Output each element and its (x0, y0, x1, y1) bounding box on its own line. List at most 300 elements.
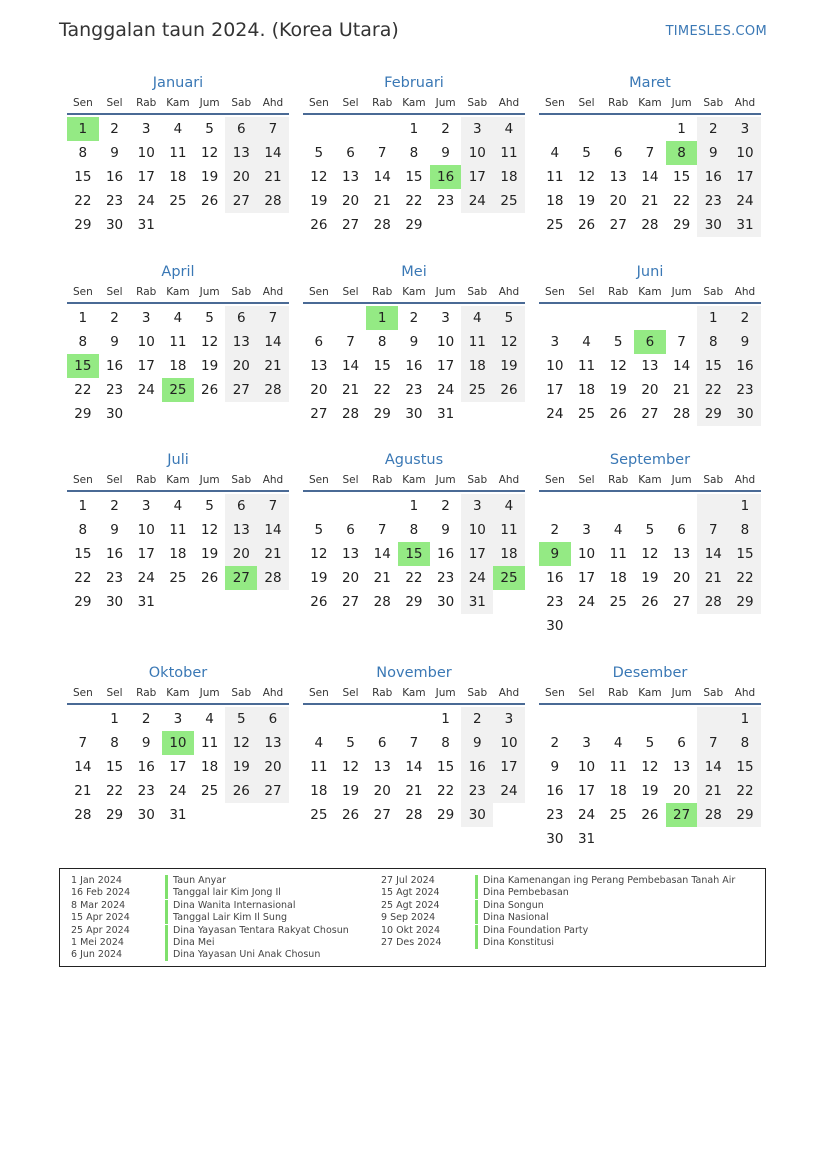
day-cell: 6 (346, 522, 355, 538)
day-cell: 27 (225, 378, 257, 402)
day-cell: 21 (74, 783, 92, 799)
holiday-day-cell: 6 (634, 330, 666, 354)
day-cell: 23 (546, 594, 564, 610)
weekday-label: Kam (638, 687, 662, 699)
day-cell: 20 (310, 382, 328, 398)
day-cell: 27 (225, 189, 257, 213)
day-cell: 29 (673, 217, 691, 233)
day-cell: 11 (201, 735, 219, 751)
day-cell: 26 (609, 406, 627, 422)
weekday-label: Ahd (262, 97, 284, 109)
day-cell: 3 (141, 498, 151, 514)
weekday-label: Sen (308, 474, 329, 486)
day-cell: 27 (341, 594, 360, 610)
day-cell: 11 (461, 330, 493, 354)
month-desember (539, 662, 761, 851)
day-cell: 29 (74, 594, 92, 610)
holiday-day-cell: 8 (666, 141, 698, 165)
holiday-list-left (71, 875, 349, 962)
day-cell: 29 (729, 590, 761, 614)
day-cell: 4 (173, 310, 183, 326)
weekday-label: Jum (671, 97, 692, 109)
day-cell: 10 (577, 759, 596, 775)
day-cell: 18 (577, 382, 596, 398)
page-title: Tanggalan taun 2024. (Korea Utara) (59, 19, 399, 41)
empty-cell (539, 707, 571, 731)
holiday-name: Dina Konstitusi (483, 936, 555, 948)
day-cell: 24 (577, 807, 596, 823)
day-cell: 7 (78, 735, 88, 751)
day-cell: 26 (493, 378, 525, 402)
holiday-date: 6 Jun 2024 (71, 949, 123, 961)
day-cell: 11 (310, 759, 328, 775)
day-cell: 12 (341, 759, 360, 775)
day-cell: 18 (546, 193, 564, 209)
day-cell: 22 (74, 570, 92, 586)
day-cell: 3 (550, 334, 560, 350)
day-cell: 26 (225, 779, 257, 803)
day-cell: 21 (697, 566, 729, 590)
day-cell: 1 (409, 498, 419, 514)
day-cell: 30 (546, 831, 564, 847)
day-cell: 22 (673, 193, 691, 209)
day-cell: 16 (137, 759, 155, 775)
day-cell: 5 (314, 522, 324, 538)
day-cell: 16 (461, 755, 493, 779)
day-cell: 28 (341, 406, 360, 422)
weekday-label: Sel (342, 286, 359, 298)
day-cell: 21 (257, 542, 289, 566)
holiday-marker (165, 949, 168, 961)
day-cell: 9 (110, 522, 119, 538)
day-cell: 31 (729, 213, 761, 237)
month-februari (303, 72, 525, 237)
day-cell: 9 (441, 522, 450, 538)
day-cell: 6 (314, 334, 324, 350)
month-name: Oktober (148, 665, 208, 681)
day-cell: 20 (673, 783, 691, 799)
holiday-day-cell: 27 (225, 566, 257, 590)
weekday-label: Sen (308, 286, 329, 298)
weekday-label: Sen (544, 97, 565, 109)
weekday-label: Sab (467, 286, 488, 298)
day-cell: 7 (697, 518, 729, 542)
weekday-label: Rab (136, 286, 157, 298)
day-cell: 1 (78, 498, 88, 514)
day-cell: 25 (577, 406, 596, 422)
empty-cell (366, 494, 398, 518)
day-cell: 24 (461, 189, 493, 213)
holiday-date: 25 Apr 2024 (71, 924, 130, 936)
day-cell: 28 (373, 217, 391, 233)
weekday-header (303, 471, 525, 492)
day-cell: 2 (729, 306, 761, 330)
month-name: November (376, 665, 452, 681)
day-cell: 13 (673, 546, 691, 562)
day-cell: 29 (405, 217, 423, 233)
day-cell: 3 (582, 522, 591, 538)
day-cell: 9 (550, 759, 560, 775)
day-cell: 4 (205, 711, 214, 727)
day-cell: 5 (314, 145, 324, 161)
month-maret (539, 72, 761, 237)
weekday-header (67, 471, 289, 492)
day-grid (539, 306, 761, 426)
weekday-label: Ahd (498, 97, 520, 109)
day-cell: 13 (257, 731, 289, 755)
day-cell: 15 (373, 358, 391, 374)
day-cell: 29 (373, 406, 391, 422)
day-cell: 5 (205, 498, 214, 514)
day-cell: 13 (609, 169, 627, 185)
holiday-marker (475, 912, 478, 924)
day-cell: 25 (609, 807, 627, 823)
site-link[interactable]: TIMESLES.COM (665, 24, 767, 39)
day-cell: 15 (697, 354, 729, 378)
holiday-date: 27 Des 2024 (381, 936, 442, 948)
day-cell: 21 (673, 382, 691, 398)
day-cell: 21 (373, 193, 391, 209)
weekday-label: Ahd (498, 687, 520, 699)
empty-cell (602, 707, 634, 731)
day-cell: 11 (546, 169, 564, 185)
day-cell: 4 (461, 306, 493, 330)
day-cell: 13 (641, 358, 659, 374)
day-cell: 11 (169, 522, 187, 538)
day-cell: 19 (341, 783, 360, 799)
weekday-label: Rab (372, 286, 393, 298)
holiday-date: 25 Agt 2024 (381, 899, 440, 911)
day-cell: 8 (78, 522, 88, 538)
weekday-label: Ahd (734, 286, 756, 298)
weekday-label: Ahd (734, 474, 756, 486)
day-cell: 24 (437, 382, 455, 398)
day-cell: 13 (225, 518, 257, 542)
day-cell: 12 (577, 169, 596, 185)
weekday-label: Sen (308, 97, 329, 109)
day-grid (303, 117, 525, 237)
day-cell: 12 (201, 522, 219, 538)
day-cell: 18 (609, 570, 627, 586)
day-cell: 8 (78, 334, 88, 350)
weekday-label: Sel (106, 687, 123, 699)
day-cell: 2 (141, 711, 151, 727)
weekday-label: Jum (435, 97, 456, 109)
month-name: Januari (152, 75, 204, 91)
holiday-name: Dina Yayasan Tentara Rakyat Chosun (173, 924, 349, 936)
day-cell: 16 (405, 358, 423, 374)
weekday-label: Jum (671, 474, 692, 486)
day-cell: 25 (461, 378, 493, 402)
day-cell: 4 (314, 735, 324, 751)
empty-cell (634, 707, 666, 731)
day-cell: 19 (201, 546, 219, 562)
day-cell: 23 (137, 783, 155, 799)
day-grid (67, 494, 289, 614)
day-cell: 14 (257, 330, 289, 354)
weekday-label: Kam (166, 474, 190, 486)
holiday-marker (475, 875, 478, 887)
weekday-label: Jum (199, 97, 220, 109)
day-cell: 24 (461, 566, 493, 590)
day-grid (303, 494, 525, 614)
weekday-label: Kam (166, 97, 190, 109)
empty-cell (602, 117, 634, 141)
day-cell: 17 (729, 165, 761, 189)
day-cell: 3 (461, 117, 493, 141)
weekday-header (303, 684, 525, 705)
day-cell: 12 (641, 546, 659, 562)
weekday-label: Ahd (498, 286, 520, 298)
weekday-label: Rab (136, 687, 157, 699)
day-cell: 11 (609, 759, 627, 775)
day-cell: 8 (110, 735, 119, 751)
day-cell: 14 (373, 546, 391, 562)
day-cell: 9 (141, 735, 151, 751)
day-cell: 3 (493, 707, 525, 731)
weekday-label: Rab (136, 97, 157, 109)
holiday-marker (165, 900, 168, 912)
holiday-date: 10 Okt 2024 (381, 924, 441, 936)
empty-cell (398, 707, 430, 731)
day-cell: 28 (673, 406, 691, 422)
empty-cell (634, 306, 666, 330)
day-cell: 11 (577, 358, 596, 374)
day-cell: 27 (373, 807, 391, 823)
day-cell: 26 (577, 217, 596, 233)
day-cell: 22 (437, 783, 455, 799)
day-cell: 30 (105, 406, 124, 422)
weekday-label: Sel (578, 474, 595, 486)
day-cell: 12 (493, 330, 525, 354)
weekday-label: Rab (608, 474, 629, 486)
day-cell: 10 (493, 731, 525, 755)
weekday-header (539, 283, 761, 304)
holiday-entry (381, 875, 735, 887)
day-cell: 9 (461, 731, 493, 755)
day-cell: 25 (169, 193, 187, 209)
day-cell: 26 (641, 594, 659, 610)
day-cell: 29 (729, 803, 761, 827)
holiday-name: Taun Anyar (173, 875, 226, 886)
weekday-label: Sab (231, 687, 252, 699)
day-cell: 12 (609, 358, 627, 374)
empty-cell (366, 707, 398, 731)
day-cell: 15 (74, 169, 92, 185)
empty-cell (539, 117, 571, 141)
weekday-label: Kam (166, 687, 190, 699)
holiday-date: 8 Mar 2024 (71, 899, 126, 911)
day-cell: 19 (577, 193, 596, 209)
day-cell: 7 (677, 334, 686, 350)
day-cell: 18 (461, 354, 493, 378)
day-cell: 10 (437, 334, 455, 350)
day-cell: 5 (493, 306, 525, 330)
day-cell: 4 (613, 522, 623, 538)
day-cell: 7 (377, 522, 387, 538)
day-cell: 28 (697, 590, 729, 614)
day-cell: 8 (441, 735, 450, 751)
holiday-entry (381, 937, 735, 949)
month-name: Agustus (384, 452, 444, 468)
day-cell: 19 (641, 783, 659, 799)
weekday-header (539, 684, 761, 705)
day-cell: 15 (105, 759, 124, 775)
day-cell: 20 (225, 165, 257, 189)
day-cell: 18 (169, 358, 187, 374)
weekday-label: Rab (372, 97, 393, 109)
empty-cell (303, 707, 335, 731)
day-cell: 8 (729, 518, 761, 542)
weekday-label: Sel (342, 97, 359, 109)
day-cell: 29 (105, 807, 124, 823)
day-cell: 31 (169, 807, 187, 823)
day-cell: 14 (697, 542, 729, 566)
day-cell: 3 (582, 735, 591, 751)
weekday-label: Sen (72, 97, 93, 109)
day-cell: 2 (441, 498, 450, 514)
day-cell: 14 (673, 358, 691, 374)
day-cell: 17 (577, 570, 596, 586)
day-cell: 6 (613, 145, 623, 161)
weekday-label: Sab (231, 97, 252, 109)
empty-cell (697, 494, 729, 518)
day-cell: 14 (341, 358, 360, 374)
holiday-date: 27 Jul 2024 (381, 875, 435, 886)
empty-cell (666, 707, 698, 731)
day-cell: 21 (697, 779, 729, 803)
day-cell: 1 (729, 494, 761, 518)
day-cell: 17 (461, 165, 493, 189)
holiday-name: Dina Wanita Internasional (173, 899, 296, 911)
day-cell: 11 (169, 145, 187, 161)
day-cell: 3 (173, 711, 183, 727)
empty-cell (571, 306, 603, 330)
month-oktober (67, 662, 289, 827)
day-cell: 16 (437, 546, 455, 562)
day-cell: 21 (257, 165, 289, 189)
day-cell: 25 (169, 570, 187, 586)
day-cell: 14 (74, 759, 92, 775)
holiday-day-cell: 16 (430, 165, 462, 189)
empty-cell (571, 494, 603, 518)
day-cell: 6 (346, 145, 355, 161)
day-cell: 12 (641, 759, 659, 775)
day-cell: 20 (341, 570, 360, 586)
empty-cell (602, 306, 634, 330)
day-cell: 10 (461, 141, 493, 165)
month-name: Maret (629, 75, 671, 91)
day-cell: 31 (577, 831, 596, 847)
day-cell: 10 (137, 522, 155, 538)
weekday-label: Kam (402, 474, 426, 486)
day-cell: 28 (257, 189, 289, 213)
day-cell: 2 (110, 498, 119, 514)
weekday-header (67, 283, 289, 304)
weekday-label: Sel (106, 286, 123, 298)
day-cell: 6 (225, 306, 257, 330)
weekday-label: Sen (308, 687, 329, 699)
day-cell: 6 (257, 707, 289, 731)
day-cell: 31 (137, 217, 155, 233)
day-cell: 13 (310, 358, 328, 374)
holiday-day-cell: 1 (366, 306, 398, 330)
day-cell: 21 (641, 193, 659, 209)
weekday-label: Sen (544, 474, 565, 486)
day-cell: 20 (373, 783, 391, 799)
weekday-label: Kam (402, 97, 426, 109)
day-cell: 23 (437, 193, 455, 209)
day-cell: 19 (609, 382, 627, 398)
day-cell: 20 (609, 193, 627, 209)
weekday-label: Jum (435, 286, 456, 298)
day-cell: 22 (697, 378, 729, 402)
day-cell: 24 (546, 406, 564, 422)
weekday-label: Sab (467, 687, 488, 699)
day-cell: 20 (341, 193, 360, 209)
holiday-entry (381, 912, 735, 924)
weekday-label: Sab (231, 474, 252, 486)
day-cell: 22 (729, 779, 761, 803)
day-cell: 28 (641, 217, 659, 233)
day-cell: 26 (201, 570, 219, 586)
day-grid (539, 117, 761, 237)
holiday-entry (381, 900, 735, 912)
holiday-marker (165, 925, 168, 937)
day-cell: 4 (550, 145, 560, 161)
weekday-label: Jum (671, 687, 692, 699)
weekday-header (67, 684, 289, 705)
weekday-label: Sel (578, 97, 595, 109)
day-cell: 7 (257, 306, 289, 330)
holiday-name: Dina Foundation Party (483, 924, 589, 936)
holiday-name: Dina Pembebasan (483, 887, 569, 899)
empty-cell (303, 306, 335, 330)
weekday-header (303, 283, 525, 304)
day-cell: 25 (546, 217, 564, 233)
day-cell: 28 (697, 803, 729, 827)
day-cell: 23 (437, 570, 455, 586)
weekday-label: Sab (703, 474, 724, 486)
day-cell: 10 (577, 546, 596, 562)
weekday-label: Ahd (262, 474, 284, 486)
day-cell: 27 (673, 594, 691, 610)
weekday-header (67, 94, 289, 115)
day-cell: 20 (673, 570, 691, 586)
day-cell: 16 (697, 165, 729, 189)
empty-cell (67, 707, 99, 731)
weekday-label: Jum (199, 474, 220, 486)
day-cell: 26 (641, 807, 659, 823)
day-cell: 30 (461, 803, 493, 827)
holiday-marker (165, 887, 168, 899)
day-cell: 9 (110, 334, 119, 350)
weekday-label: Sel (578, 687, 595, 699)
month-name: Mei (401, 264, 427, 280)
month-name: Juni (636, 264, 664, 280)
weekday-label: Jum (671, 286, 692, 298)
holiday-name: Dina Yayasan Uni Anak Chosun (173, 949, 321, 961)
day-cell: 5 (205, 121, 214, 137)
day-cell: 14 (257, 518, 289, 542)
day-cell: 6 (377, 735, 387, 751)
weekday-label: Sel (106, 474, 123, 486)
day-cell: 18 (201, 759, 219, 775)
weekday-label: Ahd (498, 474, 520, 486)
weekday-label: Kam (638, 286, 662, 298)
holiday-marker (475, 937, 478, 949)
weekday-label: Ahd (734, 687, 756, 699)
